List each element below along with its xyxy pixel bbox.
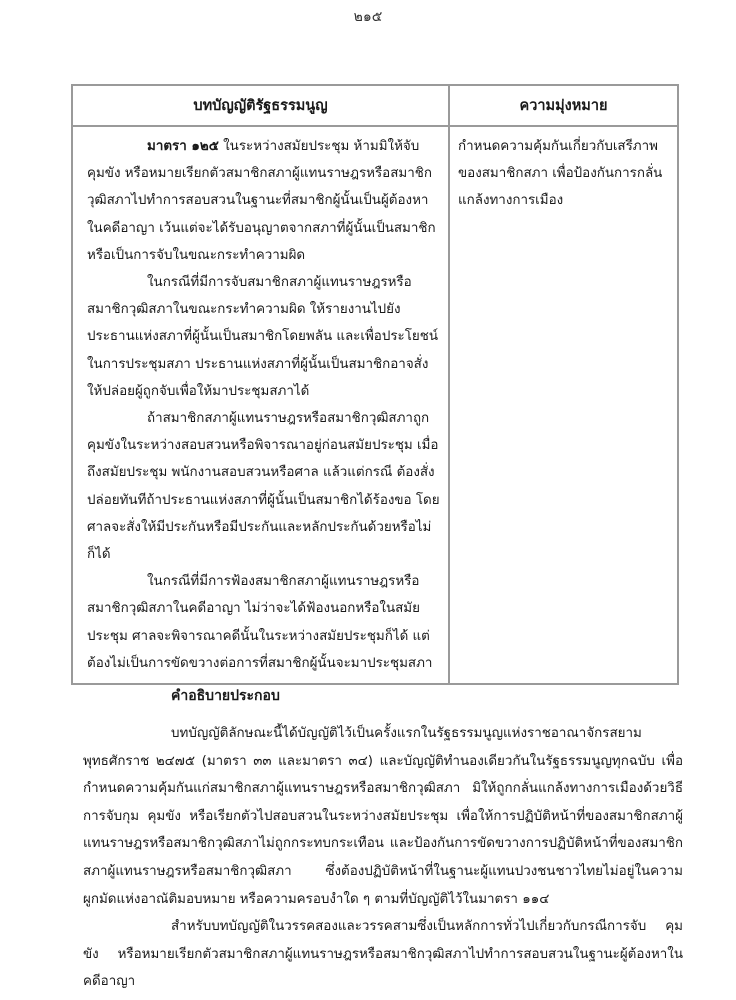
explanation-paragraph-1: บทบัญญัติลักษณะนี้ได้บัญญัติไว้เป็นครั้งแรกในรัฐธรรมนูญแห่งราชอาณาจักรสยาม พุทธศักราช ๒๔๗๕ (มาตรา ๓๓ และมาตรา ๓๔) และบัญญัติทำนองเดียวกันในรัฐธรรมนูญทุกฉบับ เพื่อกำหนดความคุ้มกันแก่สมาชิกสภาผู้แทนราษฎรหรือสมาชิกวุฒิสภา มิให้ถูกกลั่นแกล้งทางการเมืองด้วยวิธีการจับกุม คุมขัง หรือเรียกตัวไปสอบสวนในระหว่างสมัยประชุม เพื่อให้การปฏิบัติหน้าที่ของสมาชิกสภาผู้แทนราษฎรหรือสมาชิกวุฒิสภาไม่ถูกกระทบกระเทือน และป้องกันการขัดขวางการปฏิบัติหน้าที่ของสมาชิกสภาผู้แทนราษฎรหรือสมาชิกวุฒิสภา ซึ่งต้องปฏิบัติหน้าที่ในฐานะผู้แทนปวงชนชาวไทยไม่อยู่ในความผูกมัดแห่งอาณัติมอบหมาย หรือความครอบงำใด ๆ ตามที่บัญญัติไว้ในมาตรา ๑๑๔	[83, 726, 683, 907]
page-number: ๒๑๕	[353, 9, 383, 25]
intent-cell	[449, 126, 678, 684]
provision-paragraph-4: ในกรณีที่มีการฟ้องสมาชิกสภาผู้แทนราษฎรหรือสมาชิกวุฒิสภาในคดีอาญา ไม่ว่าจะได้ฟ้องนอกหรือในสมัยประชุม ศาลจะพิจารณาคดีนั้นในระหว่างสมัยประชุมก็ได้ แต่ต้องไม่เป็นการขัดขวางต่อการที่สมาชิกผู้นั้นจะมาประชุมสภา	[87, 574, 433, 671]
explanation-section	[83, 684, 683, 996]
explanation-paragraph-2: สำหรับบทบัญญัติในวรรคสองและวรรคสามซึ่งเป็นหลักการทั่วไปเกี่ยวกับกรณีการจับ คุมขัง หรือหมายเรียกตัวสมาชิกสภาผู้แทนราษฎรหรือสมาชิกวุฒิสภาไปทำการสอบสวนในฐานะผู้ต้องหาในคดีอาญา	[83, 919, 683, 990]
provision-paragraph-3: ถ้าสมาชิกสภาผู้แทนราษฎรหรือสมาชิกวุฒิสภาถูกคุมขังในระหว่างสอบสวนหรือพิจารณาอยู่ก่อนสมัยประชุม เมื่อถึงสมัยประชุม พนักงานสอบสวนหรือศาล แล้วแต่กรณี ต้องสั่งปล่อยทันทีถ้าประธานแห่งสภาที่ผู้นั้นเป็นสมาชิกได้ร้องขอ โดยศาลจะสั่งให้มีประกันหรือมีประกันและหลักประกันด้วยหรือไม่ก็ได้	[87, 411, 440, 563]
provision-paragraph-2: ในกรณีที่มีการจับสมาชิกสภาผู้แทนราษฎรหรือสมาชิกวุฒิสภาในขณะกระทำความผิด ให้รายงานไปยังประธานแห่งสภาที่ผู้นั้นเป็นสมาชิกโดยพลัน และเพื่อประโยชน์ในการประชุมสภา ประธานแห่งสภาที่ผู้นั้นเป็นสมาชิกอาจสั่งให้ปล่อยผู้ถูกจับเพื่อให้มาประชุมสภาได้	[87, 275, 438, 399]
column-header-provision: บทบัญญัติรัฐธรรมนูญ	[72, 85, 449, 126]
table-row	[72, 126, 678, 684]
table-header-row	[72, 85, 678, 126]
explanation-title: คำอธิบายประกอบ	[171, 688, 280, 704]
provision-cell	[72, 126, 449, 684]
column-header-intent: ความมุ่งหมาย	[449, 85, 678, 126]
provision-table	[71, 84, 679, 685]
provision-paragraph-1-text: ในระหว่างสมัยประชุม ห้ามมิให้จับ คุมขัง หรือหมายเรียกตัวสมาชิกสภาผู้แทนราษฎรหรือสมาชิกวุฒิสภาไปทำการสอบสวนในฐานะที่สมาชิกผู้นั้นเป็นผู้ต้องหาในคดีอาญา เว้นแต่จะได้รับอนุญาตจากสภาที่ผู้นั้นเป็นสมาชิก หรือเป็นการจับในขณะกระทำความผิด	[87, 139, 436, 263]
provision-paragraph-1	[87, 133, 440, 269]
intent-text: กำหนดความคุ้มกันเกี่ยวกับเสรีภาพของสมาชิกสภา เพื่อป้องกันการกลั่นแกล้งทางการเมือง	[458, 139, 663, 209]
section-label: มาตรา ๑๒๕	[147, 139, 219, 154]
